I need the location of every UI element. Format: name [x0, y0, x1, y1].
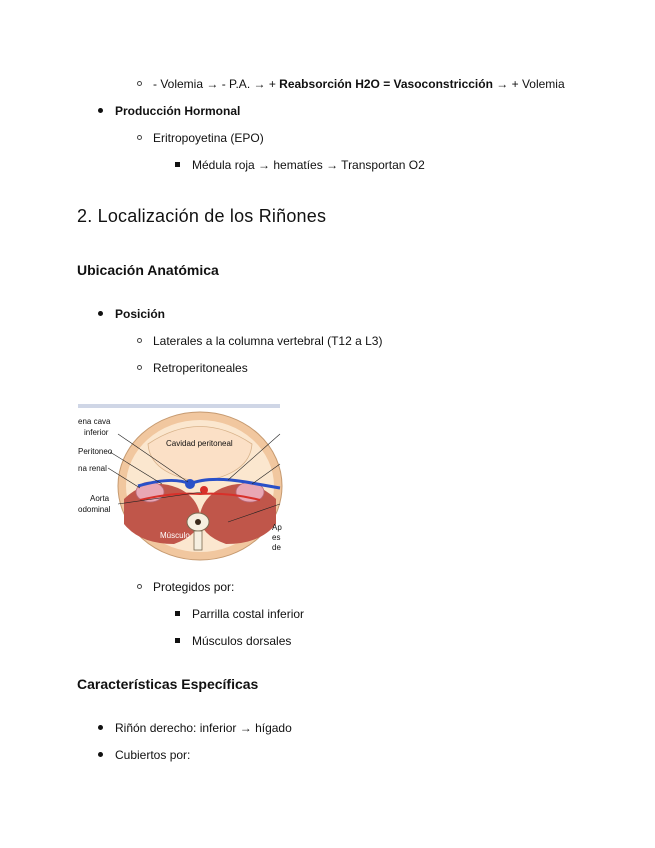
rinon-derecho-item: Riñón derecho: inferior → hígado: [115, 721, 292, 735]
label-peritoneo: Peritoneo: [78, 447, 113, 456]
square-bullet-icon: [175, 611, 180, 616]
circle-bullet-icon: [137, 584, 142, 589]
medula-item: Médula roja → hematíes → Transportan O2: [192, 158, 425, 172]
volemia-line: [153, 77, 565, 91]
label-vena-cava: ena cava: [78, 417, 111, 426]
ubicacion-heading: Ubicación Anatómica: [77, 262, 219, 278]
section-title: 2. Localización de los Riñones: [77, 206, 327, 226]
posicion-item: Posición: [115, 307, 166, 321]
produccion-hormonal-item: Producción Hormonal: [115, 104, 241, 118]
label-ap: Ap: [272, 523, 282, 532]
disc-bullet-icon: [98, 725, 103, 730]
label-aorta: Aorta: [90, 494, 110, 503]
circle-bullet-icon: [137, 365, 142, 370]
volemia-line-end: → + Volemia: [496, 77, 565, 91]
label-vena-renal: na renal: [78, 464, 107, 473]
cubiertos-item: Cubiertos por:: [115, 748, 191, 762]
label-cavidad-peritoneal: Cavidad peritoneal: [166, 439, 233, 448]
circle-bullet-icon: [137, 135, 142, 140]
protegidos-item: Protegidos por:: [153, 580, 235, 594]
square-bullet-icon: [175, 162, 180, 167]
caracteristicas-heading: Características Específicas: [77, 676, 259, 692]
kidney-cross-section-illustration: [78, 404, 280, 550]
retroperitoneales-item: Retroperitoneales: [153, 361, 248, 375]
circle-bullet-icon: [137, 81, 142, 86]
label-es: es: [272, 533, 281, 542]
square-bullet-icon: [175, 638, 180, 643]
disc-bullet-icon: [98, 108, 103, 113]
circle-bullet-icon: [137, 338, 142, 343]
label-musculo: Músculo: [160, 531, 190, 540]
parrilla-costal-item: Parrilla costal inferior: [192, 607, 305, 621]
disc-bullet-icon: [98, 752, 103, 757]
epo-item: Eritropoyetina (EPO): [153, 131, 264, 145]
label-de: de: [272, 543, 281, 552]
label-abdominal: odominal: [78, 505, 111, 514]
volemia-line-start: - Volemia → - P.A. → +: [153, 77, 276, 91]
musculos-dorsales-item: Músculos dorsales: [192, 634, 292, 648]
label-inferior: inferior: [84, 428, 109, 437]
laterales-item: Laterales a la columna vertebral (T12 a L3): [153, 334, 383, 348]
disc-bullet-icon: [98, 311, 103, 316]
volemia-line-bold: Reabsorción H2O = Vasoconstricción: [279, 77, 493, 91]
kidney-cross-section-figure: [78, 404, 280, 550]
